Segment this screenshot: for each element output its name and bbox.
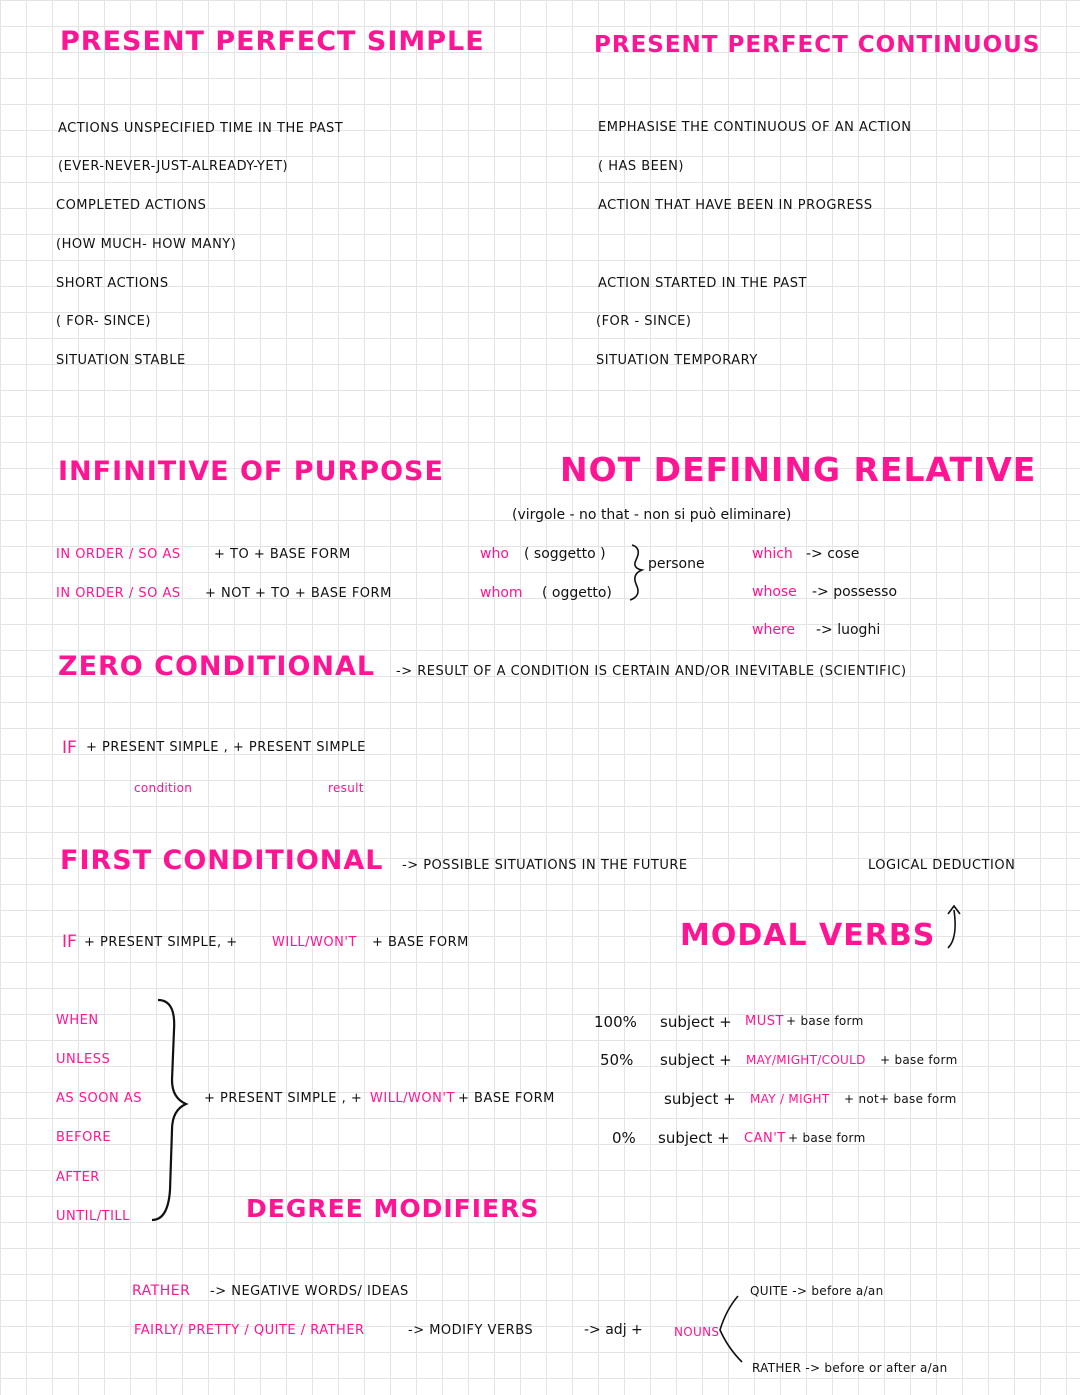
conj-item: AFTER	[56, 1170, 100, 1185]
modal-title: MODAL VERBS	[680, 918, 936, 953]
purpose-formula: + NOT + TO + BASE FORM	[205, 586, 392, 601]
ppc-title: PRESENT PERFECT CONTINUOUS	[594, 32, 1041, 58]
modal-rest: + base form	[788, 1131, 866, 1145]
zero-desc: -> RESULT OF A CONDITION IS CERTAIN AND/OR INEVITABLE (SCIENTIFIC)	[396, 664, 907, 679]
ppc-line: ( HAS BEEN)	[598, 159, 684, 174]
split-arrow	[720, 1296, 742, 1362]
zero-condition-label: condition	[134, 781, 193, 795]
modal-pct: 0%	[612, 1129, 636, 1147]
ppc-line: ACTION THAT HAVE BEEN IN PROGRESS	[598, 198, 873, 213]
purpose-connector: IN ORDER / SO AS	[56, 586, 181, 601]
ppc-line: EMPHASISE THE CONTINUOUS OF AN ACTION	[598, 120, 912, 135]
deduction-arrow	[948, 906, 960, 948]
conj-item: WHEN	[56, 1013, 99, 1028]
ppc-line: SITUATION TEMPORARY	[596, 353, 758, 368]
zero-formula: + PRESENT SIMPLE , + PRESENT SIMPLE	[86, 740, 366, 755]
purpose-title: INFINITIVE OF PURPOSE	[58, 456, 444, 487]
first-desc: -> POSSIBLE SITUATIONS IN THE FUTURE	[402, 858, 688, 873]
first-formula: + PRESENT SIMPLE, +	[84, 935, 238, 950]
modal-pct: 50%	[600, 1051, 634, 1069]
modal-pct: 100%	[594, 1013, 637, 1031]
pps-line: ACTIONS UNSPECIFIED TIME IN THE PAST	[58, 121, 344, 136]
modal-verb: CAN'T	[744, 1131, 786, 1146]
modal-verb: MAY / MIGHT	[750, 1092, 830, 1106]
zero-title: ZERO CONDITIONAL	[58, 651, 376, 682]
relative-who: who	[480, 546, 509, 562]
conj-baseform: + BASE FORM	[458, 1091, 555, 1106]
conditions-brace	[152, 1000, 186, 1220]
conj-will: WILL/WON'T	[370, 1091, 455, 1106]
relative-whose-arrow: -> possesso	[812, 584, 898, 600]
pps-line: (EVER-NEVER-JUST-ALREADY-YET)	[58, 159, 289, 174]
pps-line: SITUATION STABLE	[56, 353, 186, 368]
degree-title: DEGREE MODIFIERS	[246, 1194, 540, 1223]
relative-whom-note: ( oggetto)	[542, 585, 612, 601]
relative-who-note: ( soggetto )	[524, 546, 606, 562]
first-title: FIRST CONDITIONAL	[60, 845, 384, 876]
conj-item: AS SOON AS	[56, 1091, 142, 1106]
degree-rather: RATHER	[132, 1283, 191, 1299]
conj-item: BEFORE	[56, 1130, 112, 1145]
relative-note: (virgole - no that - non si può eliminare)	[512, 507, 792, 523]
first-will: WILL/WON'T	[272, 935, 357, 950]
modal-subject: subject +	[660, 1051, 732, 1069]
relative-title: NOT DEFINING RELATIVE	[560, 450, 1037, 489]
degree-nouns: NOUNS	[674, 1325, 720, 1339]
relative-whose: whose	[752, 584, 797, 600]
purpose-connector: IN ORDER / SO AS	[56, 547, 181, 562]
modal-rest: + not+ base form	[844, 1092, 957, 1106]
purpose-formula: + TO + BASE FORM	[214, 547, 351, 562]
relative-whom: whom	[480, 585, 523, 601]
pps-line: COMPLETED ACTIONS	[56, 198, 207, 213]
conj-item: UNLESS	[56, 1052, 111, 1067]
zero-result-label: result	[328, 781, 364, 795]
zero-if: IF	[62, 738, 77, 758]
relative-where: where	[752, 622, 795, 638]
degree-rather-desc: -> NEGATIVE WORDS/ IDEAS	[210, 1284, 409, 1299]
modal-rest: + base form	[880, 1053, 958, 1067]
modal-subject: subject +	[658, 1129, 730, 1147]
degree-rather-nouns: RATHER -> before or after a/an	[752, 1361, 948, 1375]
persons-brace	[630, 545, 642, 600]
degree-list-desc: -> MODIFY VERBS	[408, 1323, 534, 1338]
pps-line: SHORT ACTIONS	[56, 276, 169, 291]
relative-which: which	[752, 546, 793, 562]
conj-item: UNTIL/TILL	[56, 1209, 130, 1224]
conj-formula: + PRESENT SIMPLE , +	[204, 1091, 363, 1106]
modal-subject: subject +	[664, 1090, 736, 1108]
modal-rest: + base form	[786, 1014, 864, 1028]
modal-verb: MAY/MIGHT/COULD	[746, 1053, 866, 1067]
ppc-line: ACTION STARTED IN THE PAST	[598, 276, 807, 291]
pps-line: ( FOR- SINCE)	[56, 314, 151, 329]
pps-line: (HOW MUCH- HOW MANY)	[56, 237, 237, 252]
first-if: IF	[62, 932, 77, 952]
ppc-line: (FOR - SINCE)	[596, 314, 692, 329]
degree-list: FAIRLY/ PRETTY / QUITE / RATHER	[134, 1323, 365, 1338]
degree-adj: -> adj +	[584, 1322, 643, 1338]
relative-persons: persone	[648, 556, 705, 572]
first-baseform: + BASE FORM	[372, 935, 469, 950]
pps-title: PRESENT PERFECT SIMPLE	[60, 26, 485, 57]
relative-where-arrow: -> luoghi	[816, 622, 881, 638]
modal-subject: subject +	[660, 1013, 732, 1031]
relative-which-arrow: -> cose	[806, 546, 860, 562]
degree-quite: QUITE -> before a/an	[750, 1284, 884, 1298]
logical-deduction: LOGICAL DEDUCTION	[868, 858, 1016, 873]
modal-verb: MUST	[745, 1014, 784, 1029]
